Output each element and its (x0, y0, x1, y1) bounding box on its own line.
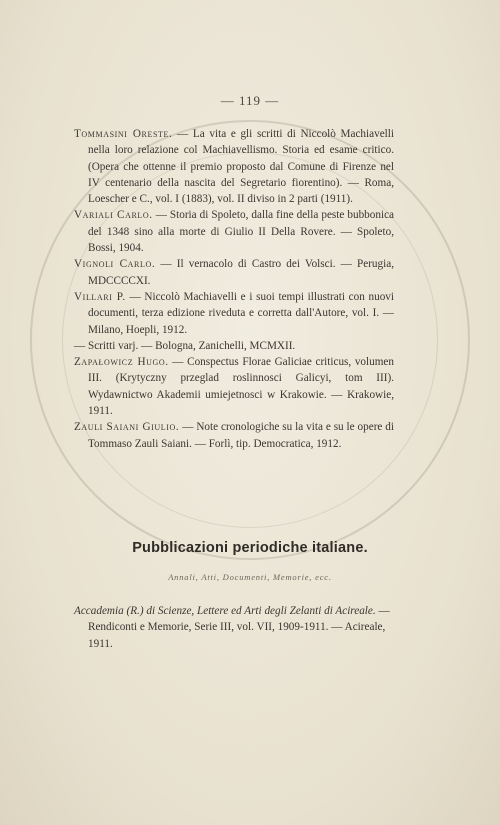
periodical-journal: Accademia (R.) di Scienze, Lettere ed Arti degli Zelanti di Acireale. (74, 605, 376, 617)
entry-text: — Niccolò Machiavelli e i suoi tempi illustrati con nuovi documenti, terza edizione riveduta e corretta dall'Autore, vol. I. — Milano, Hoepli, 1912. (88, 290, 394, 336)
bibliography-entries (74, 126, 394, 452)
entry-text: — Note cronologiche su la vita e su le opere di Tommaso Zauli Saiani. — Forlì, tip. Democratica, 1912. (88, 421, 395, 450)
page-number: — 119 — (220, 93, 280, 108)
periodical-entry (74, 603, 394, 652)
entry-author: Zapałowicz Hugo. (74, 356, 169, 369)
entry-author: Variali Carlo. (74, 209, 153, 222)
entry-text: — Conspectus Florae Galiciae criticus, volumen III. (Krytyczny przeglad roslinnosci Galicyi, tom III). Wydawnictwo Akademii umiejetnosci w Krakowie. — Krakowie, 1911. (88, 356, 394, 418)
section-subtitle: Annali, Atti, Documenti, Memorie, ecc. (168, 572, 332, 582)
bibliography-entry (74, 126, 394, 207)
bibliography-entry (74, 256, 394, 289)
entry-text: — Storia di Spoleto, dalla fine della peste bubbonica del 1348 sino alla morte di Giulio II Della Rovere. — Spoleto, Bossi, 1904. (88, 209, 394, 255)
bibliography-entry (74, 419, 394, 452)
bibliography-entry (74, 354, 394, 419)
entry-author: Tommasini Oreste. (74, 128, 173, 140)
periodical-text: — Rendiconti e Memorie, Serie III, vol. VII, 1909-1911. — Acireale, 1911. (88, 605, 390, 650)
entry-author: Vignoli Carlo. (74, 258, 156, 271)
entry-text: — Il vernacolo di Castro dei Volsci. — Perugia, MDCCCCXI. (88, 258, 394, 287)
entry-text: — Scritti varj. — Bologna, Zanichelli, MCMXII. (74, 339, 296, 352)
bibliography-entry-continuation (74, 338, 394, 354)
entry-text: — La vita e gli scritti di Niccolò Machiavelli nella loro relazione col Machiavellismo. Storia ed esame critico. (Opera che ottenne il premio proposto dal Comune di Firenze nel IV centenario della nascita del Segretario fiorentino). — Roma, Loescher e C., vol. I (1883), vol. II diviso in 2 parti (1911). (88, 128, 394, 206)
entry-author: Zauli Saiani Giulio. (74, 421, 180, 434)
periodicals-list (74, 603, 394, 652)
entry-author: Villari P. (74, 290, 126, 303)
bibliography-entry (74, 207, 394, 256)
bibliography-entry (74, 289, 394, 338)
section-title: Pubblicazioni periodiche italiane. (132, 540, 368, 556)
